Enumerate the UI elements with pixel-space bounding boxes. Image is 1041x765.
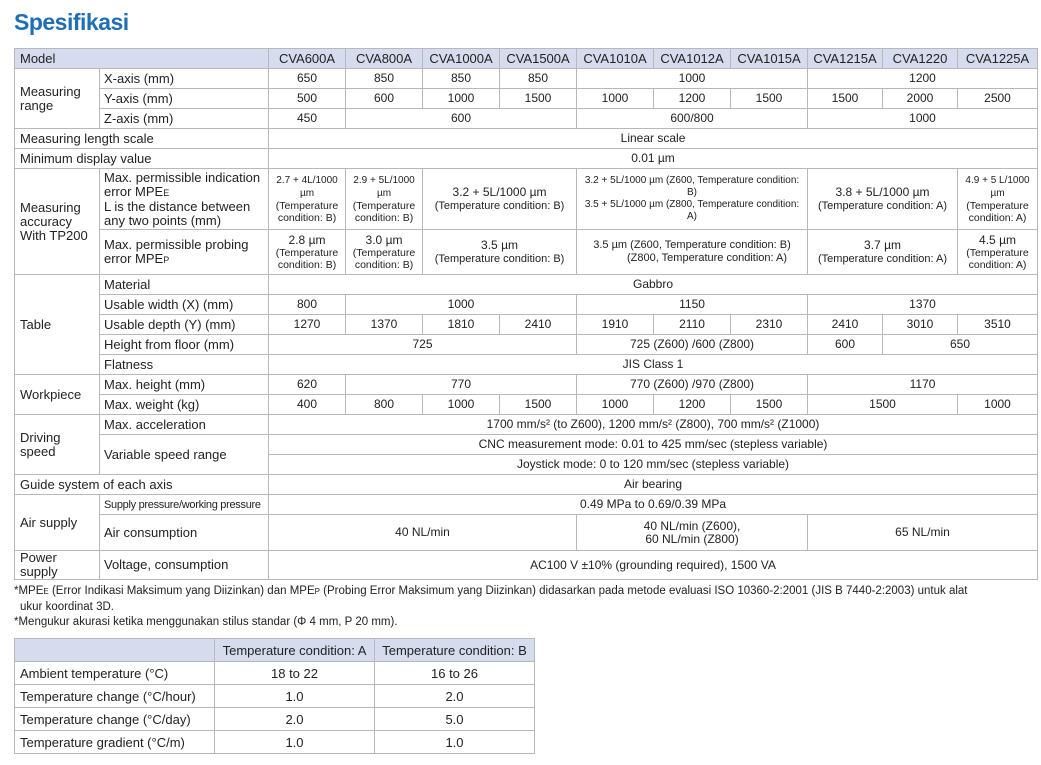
header-cell: Temperature condition: A (215, 639, 375, 662)
scale-label: Measuring length scale (15, 129, 269, 149)
z-axis-label: Z-axis (mm) (100, 109, 269, 129)
table-cell: 1000 (577, 89, 654, 109)
air-consumption-row (15, 515, 1038, 551)
table-cell: 600 (346, 109, 577, 129)
table-cell: 770 (Z600) /970 (Z800) (577, 375, 808, 395)
table-cell: 18 to 22 (215, 662, 375, 685)
model-name: CVA1215A (808, 49, 883, 69)
workpiece-label: Workpiece (15, 375, 100, 415)
mpep-row (15, 230, 1038, 275)
min-display-label: Minimum display value (15, 149, 269, 169)
guide-label: Guide system of each axis (15, 475, 269, 495)
air-supply-label: Air supply (15, 495, 100, 551)
footnotes (14, 584, 1036, 630)
y-axis-row (15, 89, 1038, 109)
material-row (15, 275, 1038, 295)
cnc-row (15, 435, 1038, 455)
row-label: Ambient temperature (°C) (15, 662, 215, 685)
table-cell: 3.0 µm (Temperature condition: B) (346, 230, 423, 275)
table-cell: 1000 (423, 89, 500, 109)
table-cell: 770 (346, 375, 577, 395)
mpep-label-text: Max. permissible probing error MPE (104, 236, 249, 266)
model-name: CVA1015A (731, 49, 808, 69)
mpee-row (15, 169, 1038, 230)
air-consumption-label: Air consumption (100, 515, 269, 551)
table-cell: 65 NL/min (808, 515, 1038, 551)
max-weight-label: Max. weight (kg) (100, 395, 269, 415)
table-cell: 2410 (500, 315, 577, 335)
table-row (15, 685, 535, 708)
table-cell: 1500 (808, 89, 883, 109)
table-cell: 1200 (808, 69, 1038, 89)
table-cell: 725 (269, 335, 577, 355)
power-label: Power supply (15, 551, 100, 580)
table-cell: 1.0 (215, 685, 375, 708)
header-cell: Temperature condition: B (375, 639, 535, 662)
variable-speed-label: Variable speed range (100, 435, 269, 475)
material-label: Material (100, 275, 269, 295)
table-cell: 450 (269, 109, 346, 129)
table-cell: 850 (423, 69, 500, 89)
table-cell: 4.5 µm (Temperature condition: A) (958, 230, 1038, 275)
table-cell: 650 (883, 335, 1038, 355)
usable-depth-row (15, 315, 1038, 335)
table-cell: 620 (269, 375, 346, 395)
acceleration-row (15, 415, 1038, 435)
table-cell: 2500 (958, 89, 1038, 109)
mpee-label-note: L is the distance between any two points (mm) (104, 198, 251, 228)
flatness-row (15, 355, 1038, 375)
table-cell: 1810 (423, 315, 500, 335)
temperature-table (14, 638, 535, 754)
table-row (15, 708, 535, 731)
model-name: CVA800A (346, 49, 423, 69)
acceleration-label: Max. acceleration (100, 415, 269, 435)
model-name: CVA1500A (500, 49, 577, 69)
model-name: CVA600A (269, 49, 346, 69)
table-cell: Air bearing (269, 475, 1038, 495)
model-name: CVA1000A (423, 49, 500, 69)
spec-table (14, 48, 1038, 580)
usable-width-row (15, 295, 1038, 315)
table-cell: 1.0 (215, 731, 375, 754)
table-cell: 600/800 (577, 109, 808, 129)
model-name: CVA1225A (958, 49, 1038, 69)
table-cell: 2410 (808, 315, 883, 335)
mpee-label-text: Max. permissible indication error MPE (104, 169, 261, 199)
table-cell: 40 NL/min (Z600), 60 NL/min (Z800) (577, 515, 808, 551)
header-cell (15, 639, 215, 662)
model-name: CVA1220 (883, 49, 958, 69)
table-cell: 1370 (808, 295, 1038, 315)
table-cell: 1500 (500, 395, 577, 415)
measuring-range-label: Measuring range (15, 69, 100, 129)
table-cell: 1000 (808, 109, 1038, 129)
x-axis-label: X-axis (mm) (100, 69, 269, 89)
table-cell: 3.2 + 5L/1000 µm (Z600, Temperature condition: B) 3.5 + 5L/1000 µm (Z800, Temperature condition: A) (577, 169, 808, 230)
table-cell: 16 to 26 (375, 662, 535, 685)
table-cell: Joystick mode: 0 to 120 mm/sec (stepless variable) (269, 455, 1038, 475)
table-cell: 1500 (500, 89, 577, 109)
air-pressure-row (15, 495, 1038, 515)
table-cell: 4.9 + 5 L/1000 µm (Temperature condition: A) (958, 169, 1038, 230)
mpep-subscript: P (163, 254, 170, 265)
table-cell: Gabbro (269, 275, 1038, 295)
table-cell: 1.0 (375, 731, 535, 754)
table-cell: 400 (269, 395, 346, 415)
mpee-subscript: E (163, 187, 170, 198)
table-cell: AC100 V ±10% (grounding required), 1500 VA (269, 551, 1038, 580)
scale-row (15, 129, 1038, 149)
table-cell: 1000 (577, 69, 808, 89)
table-cell: 850 (346, 69, 423, 89)
table-cell: 3.2 + 5L/1000 µm (Temperature condition: B) (423, 169, 577, 230)
table-cell: JIS Class 1 (269, 355, 1038, 375)
usable-depth-label: Usable depth (Y) (mm) (100, 315, 269, 335)
row-label: Temperature change (°C/hour) (15, 685, 215, 708)
mpep-label (100, 230, 269, 275)
table-cell: 2000 (883, 89, 958, 109)
table-cell: 2.0 (375, 685, 535, 708)
footnote-mpe: *MPEE (Error Indikasi Maksimum yang Diizinkan) dan MPEP (Probing Error Maksimum yang Diizinkan) didasarkan pada metode evaluasi ISO 10360-2:2001 (JIS B 7440-2:2003) untuk alat (14, 585, 968, 597)
table-cell: 1000 (577, 395, 654, 415)
table-cell: 1000 (958, 395, 1038, 415)
table-cell: 1170 (808, 375, 1038, 395)
footnote-mpe-cont: ukur koordinat 3D. (20, 601, 114, 613)
row-label: Temperature gradient (°C/m) (15, 731, 215, 754)
max-height-label: Max. height (mm) (100, 375, 269, 395)
max-weight-row (15, 395, 1038, 415)
table-cell: 600 (808, 335, 883, 355)
table-cell: 1500 (731, 395, 808, 415)
height-floor-label: Height from floor (mm) (100, 335, 269, 355)
z-axis-row (15, 109, 1038, 129)
table-cell: 1200 (654, 395, 731, 415)
table-cell: 2.0 (215, 708, 375, 731)
table-cell: 0.01 µm (269, 149, 1038, 169)
table-cell: 1910 (577, 315, 654, 335)
table-cell: 3010 (883, 315, 958, 335)
table-cell: 5.0 (375, 708, 535, 731)
table-cell: 2.8 µm (Temperature condition: B) (269, 230, 346, 275)
x-axis-row (15, 69, 1038, 89)
model-name: CVA1010A (577, 49, 654, 69)
model-header-row (15, 49, 1038, 69)
table-cell: 600 (346, 89, 423, 109)
footnote-stylus: *Mengukur akurasi ketika menggunakan stilus standar (Φ 4 mm, P 20 mm). (14, 616, 398, 628)
height-floor-row (15, 335, 1038, 355)
table-cell: 40 NL/min (269, 515, 577, 551)
table-cell: 1000 (346, 295, 577, 315)
voltage-label: Voltage, consumption (100, 551, 269, 580)
table-cell: 0.49 MPa to 0.69/0.39 MPa (269, 495, 1038, 515)
mpee-label (100, 169, 269, 230)
table-cell: 3.5 µm (Z600, Temperature condition: B) (Z800, Temperature condition: A) (577, 230, 808, 275)
table-cell: 3.8 + 5L/1000 µm (Temperature condition: A) (808, 169, 958, 230)
table-cell: 3510 (958, 315, 1038, 335)
table-cell: 850 (500, 69, 577, 89)
y-axis-label: Y-axis (mm) (100, 89, 269, 109)
driving-speed-label: Driving speed (15, 415, 100, 475)
table-cell: 1500 (808, 395, 958, 415)
table-cell: 1700 mm/s² (to Z600), 1200 mm/s² (Z800), 700 mm/s² (Z1000) (269, 415, 1038, 435)
power-row (15, 551, 1038, 580)
page-title: Spesifikasi (14, 9, 129, 35)
temperature-header-row (15, 639, 535, 662)
table-row (15, 731, 535, 754)
accuracy-label: Measuring accuracy With TP200 (15, 169, 100, 275)
model-name: CVA1012A (654, 49, 731, 69)
min-display-row (15, 149, 1038, 169)
table-cell: 3.7 µm (Temperature condition: A) (808, 230, 958, 275)
table-cell: 1200 (654, 89, 731, 109)
flatness-label: Flatness (100, 355, 269, 375)
table-cell: 800 (346, 395, 423, 415)
table-cell: 2.7 + 4L/1000 µm (Temperature condition: B) (269, 169, 346, 230)
table-cell: 1500 (731, 89, 808, 109)
table-cell: 650 (269, 69, 346, 89)
table-cell: CNC measurement mode: 0.01 to 425 mm/sec (stepless variable) (269, 435, 1038, 455)
row-label: Temperature change (°C/day) (15, 708, 215, 731)
table-cell: 2310 (731, 315, 808, 335)
table-cell: 1150 (577, 295, 808, 315)
table-cell: 1270 (269, 315, 346, 335)
table-cell: 800 (269, 295, 346, 315)
table-cell: Linear scale (269, 129, 1038, 149)
model-label: Model (15, 49, 269, 69)
table-cell: 500 (269, 89, 346, 109)
table-section-label: Table (15, 275, 100, 375)
usable-width-label: Usable width (X) (mm) (100, 295, 269, 315)
table-cell: 725 (Z600) /600 (Z800) (577, 335, 808, 355)
max-height-row (15, 375, 1038, 395)
table-cell: 2110 (654, 315, 731, 335)
table-cell: 2.9 + 5L/1000 µm (Temperature condition: B) (346, 169, 423, 230)
guide-row (15, 475, 1038, 495)
table-cell: 1370 (346, 315, 423, 335)
table-cell: 1000 (423, 395, 500, 415)
table-cell: 3.5 µm (Temperature condition: B) (423, 230, 577, 275)
table-row (15, 662, 535, 685)
pressure-label: Supply pressure/working pressure (100, 495, 269, 515)
